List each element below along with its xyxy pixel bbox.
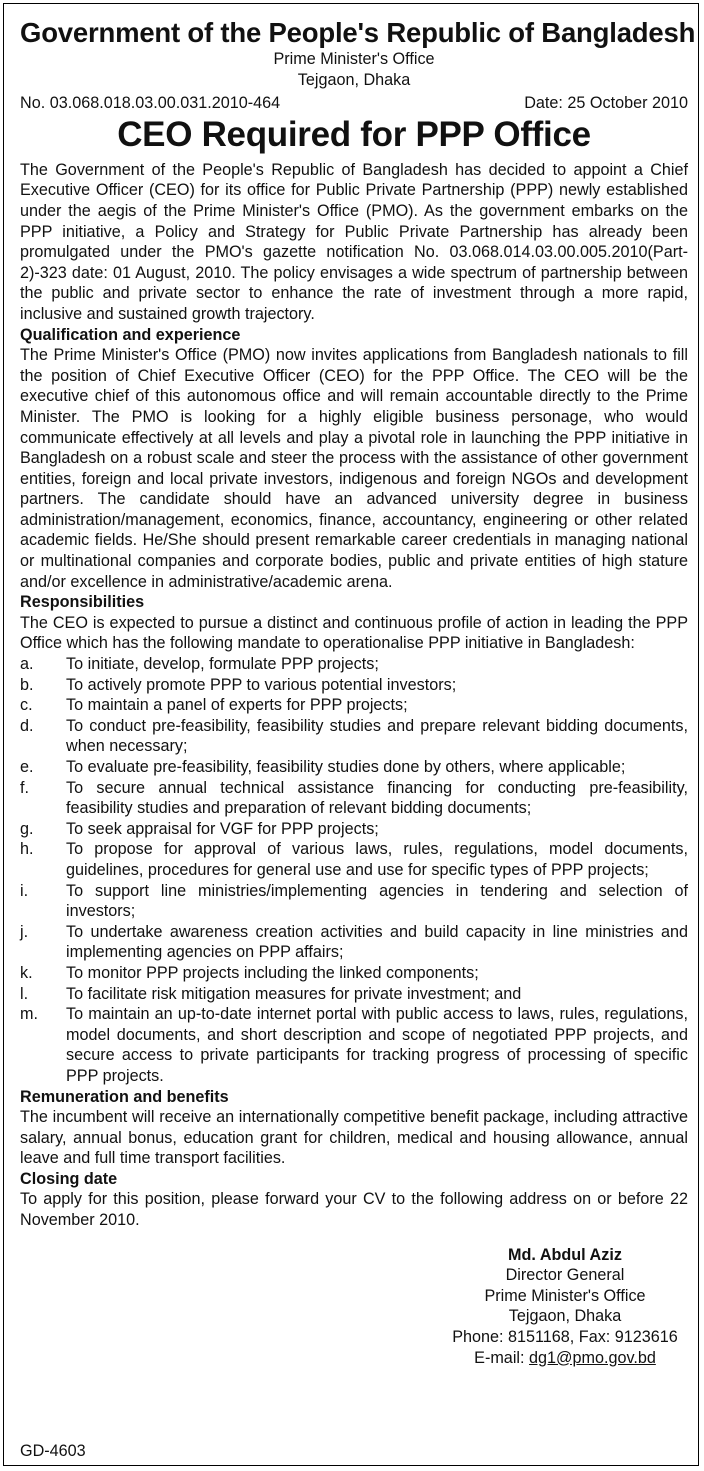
signatory-location: Tejgaon, Dhaka [508, 1307, 622, 1326]
list-item-letter: h. [20, 840, 34, 859]
list-item-letter: a. [20, 655, 34, 674]
list-item-text: To actively promote PPP to various potential investors; [66, 675, 457, 694]
list-item-letter: k. [20, 963, 33, 982]
signatory-name: Md. Abdul Aziz [508, 1245, 622, 1264]
closing-date-paragraph: To apply for this position, please forward your CV to the following address on or before 22 November 2010. [20, 1190, 688, 1230]
list-item-letter: e. [20, 758, 34, 776]
list-item [20, 654, 688, 675]
list-item-text: To maintain an up-to-date internet portal with public access to laws, rules, regulations, model documents, and short description and scope of negotiated PPP projects, and secure access to private participants for tracking progress of processing of specific PPP projects. [66, 1005, 688, 1085]
list-item [20, 716, 688, 757]
signatory-office: Prime Minister's Office [484, 1286, 646, 1305]
remuneration-paragraph: The incumbent will receive an internationally competitive benefit package, including attractive salary, annual bonus, education grant for children, medical and housing allowance, annual leave and full time transport facilities. [20, 1108, 688, 1168]
list-item-letter: b. [20, 675, 34, 694]
list-item [20, 695, 688, 716]
list-item-text: To facilitate risk mitigation measures for private investment; and [66, 984, 522, 1003]
list-item-text: To evaluate pre-feasibility, feasibility studies done by others, where applicable; [66, 758, 626, 776]
responsibilities-intro: The CEO is expected to pursue a distinct and continuous profile of action in leading the PPP Office which has the following mandate to operationalise PPP initiative in Bangladesh: [20, 613, 688, 653]
remuneration-heading: Remuneration and benefits [20, 1087, 229, 1106]
issue-date: Date: 25 October 2010 [524, 94, 688, 113]
intro-paragraph: The Government of the People's Republic of Bangladesh has decided to appoint a Chief Executive Officer (CEO) for its office for Public Private Partnership (PPP) newly established under the aegis of the Prime Minister's Office (PMO). As the government embarks on the PPP initiative, a Policy and Strategy for Public Private Partnership has already been promulgated under the PMO's gazette notification No. 03.068.014.03.00.005.2010(Part-2)-323 date: 01 August, 2010. The policy envisages a wide spectrum of partnership between the public and private sector to enhance the rate of investment through a more rapid, inclusive and sustained growth trajectory. [20, 160, 688, 323]
list-item-letter: g. [20, 819, 34, 838]
list-item-letter: m. [20, 1005, 38, 1024]
reference-line [20, 93, 688, 114]
list-item-text: To undertake awareness creation activities and build capacity in line ministries and implementing agencies on PPP affairs; [66, 922, 688, 962]
list-item [20, 675, 688, 696]
list-item-text: To support line ministries/implementing agencies in tendering and selection of investors; [66, 881, 688, 921]
contact-phone-fax: Phone: 8151168, Fax: 9123616 [452, 1328, 678, 1347]
list-item-letter: i. [20, 881, 29, 900]
email-label: E-mail: [474, 1348, 530, 1367]
list-item [20, 1004, 688, 1086]
list-item [20, 881, 688, 922]
list-item [20, 984, 688, 1005]
page-title: CEO Required for PPP Office [117, 114, 591, 154]
list-item [20, 778, 688, 819]
issuing-office: Prime Minister's Office [273, 50, 435, 68]
list-item-letter: f. [20, 778, 29, 797]
list-item-text: To seek appraisal for VGF for PPP projects; [66, 819, 379, 838]
list-item-letter: l. [20, 984, 29, 1003]
list-item-text: To initiate, develop, formulate PPP projects; [66, 655, 379, 674]
qualification-heading: Qualification and experience [20, 325, 241, 344]
list-item-text: To maintain a panel of experts for PPP projects; [66, 696, 408, 715]
list-item-letter: c. [20, 696, 33, 715]
list-item-letter: j. [20, 922, 29, 941]
reference-number: No. 03.068.018.03.00.031.2010-464 [20, 94, 281, 113]
responsibilities-list [20, 654, 688, 1086]
ad-code: GD-4603 [20, 1442, 86, 1461]
advertisement-body [20, 16, 696, 1368]
list-item [20, 757, 688, 778]
email-link[interactable]: dg1@pmo.gov.bd [529, 1348, 656, 1367]
list-item [20, 819, 688, 840]
signature-block [435, 1245, 695, 1369]
government-title: Government of the People's Republic of Bangladesh [20, 17, 696, 48]
signatory-designation: Director General [505, 1266, 625, 1285]
issuing-location: Tejgaon, Dhaka [297, 70, 411, 89]
list-item-text: To secure annual technical assistance financing for conducting pre-feasibility, feasibility studies and preparation of relevant bidding documents; [66, 778, 688, 818]
qualification-paragraph: The Prime Minister's Office (PMO) now invites applications from Bangladesh nationals to fill the position of Chief Executive Officer (CEO) for the PPP Office. The CEO will be the executive chief of this autonomous office and will remain accountable directly to the Prime Minister. The PMO is looking for a highly eligible business personage, who would communicate effectively at all levels and play a pivotal role in launching the PPP initiative in Bangladesh on a robust scale and steer the process with the assistance of other government entities, foreign and local private investors, indigenous and foreign NGOs and development partners. The candidate should have an advanced university degree in business administration/management, economics, finance, accountancy, engineering or other related academic fields. He/She should present remarkable career credentials in managing national or multinational companies and corporate bodies, public and private entities of high stature and/or excellence in administrative/academic arena. [20, 346, 688, 591]
responsibilities-heading: Responsibilities [20, 593, 145, 612]
list-item-text: To propose for approval of various laws, rules, regulations, model documents, guidelines, procedures for general use and use for specific types of PPP projects; [66, 840, 688, 879]
list-item [20, 839, 688, 880]
list-item-letter: d. [20, 716, 34, 735]
list-item-text: To conduct pre-feasibility, feasibility studies and prepare relevant bidding documents, when necessary; [66, 716, 688, 756]
list-item [20, 922, 688, 963]
contact-email-line [435, 1348, 695, 1369]
advertisement-frame [3, 3, 699, 1466]
closing-date-heading: Closing date [20, 1169, 118, 1188]
list-item-text: To monitor PPP projects including the linked components; [66, 963, 479, 982]
list-item [20, 963, 688, 984]
